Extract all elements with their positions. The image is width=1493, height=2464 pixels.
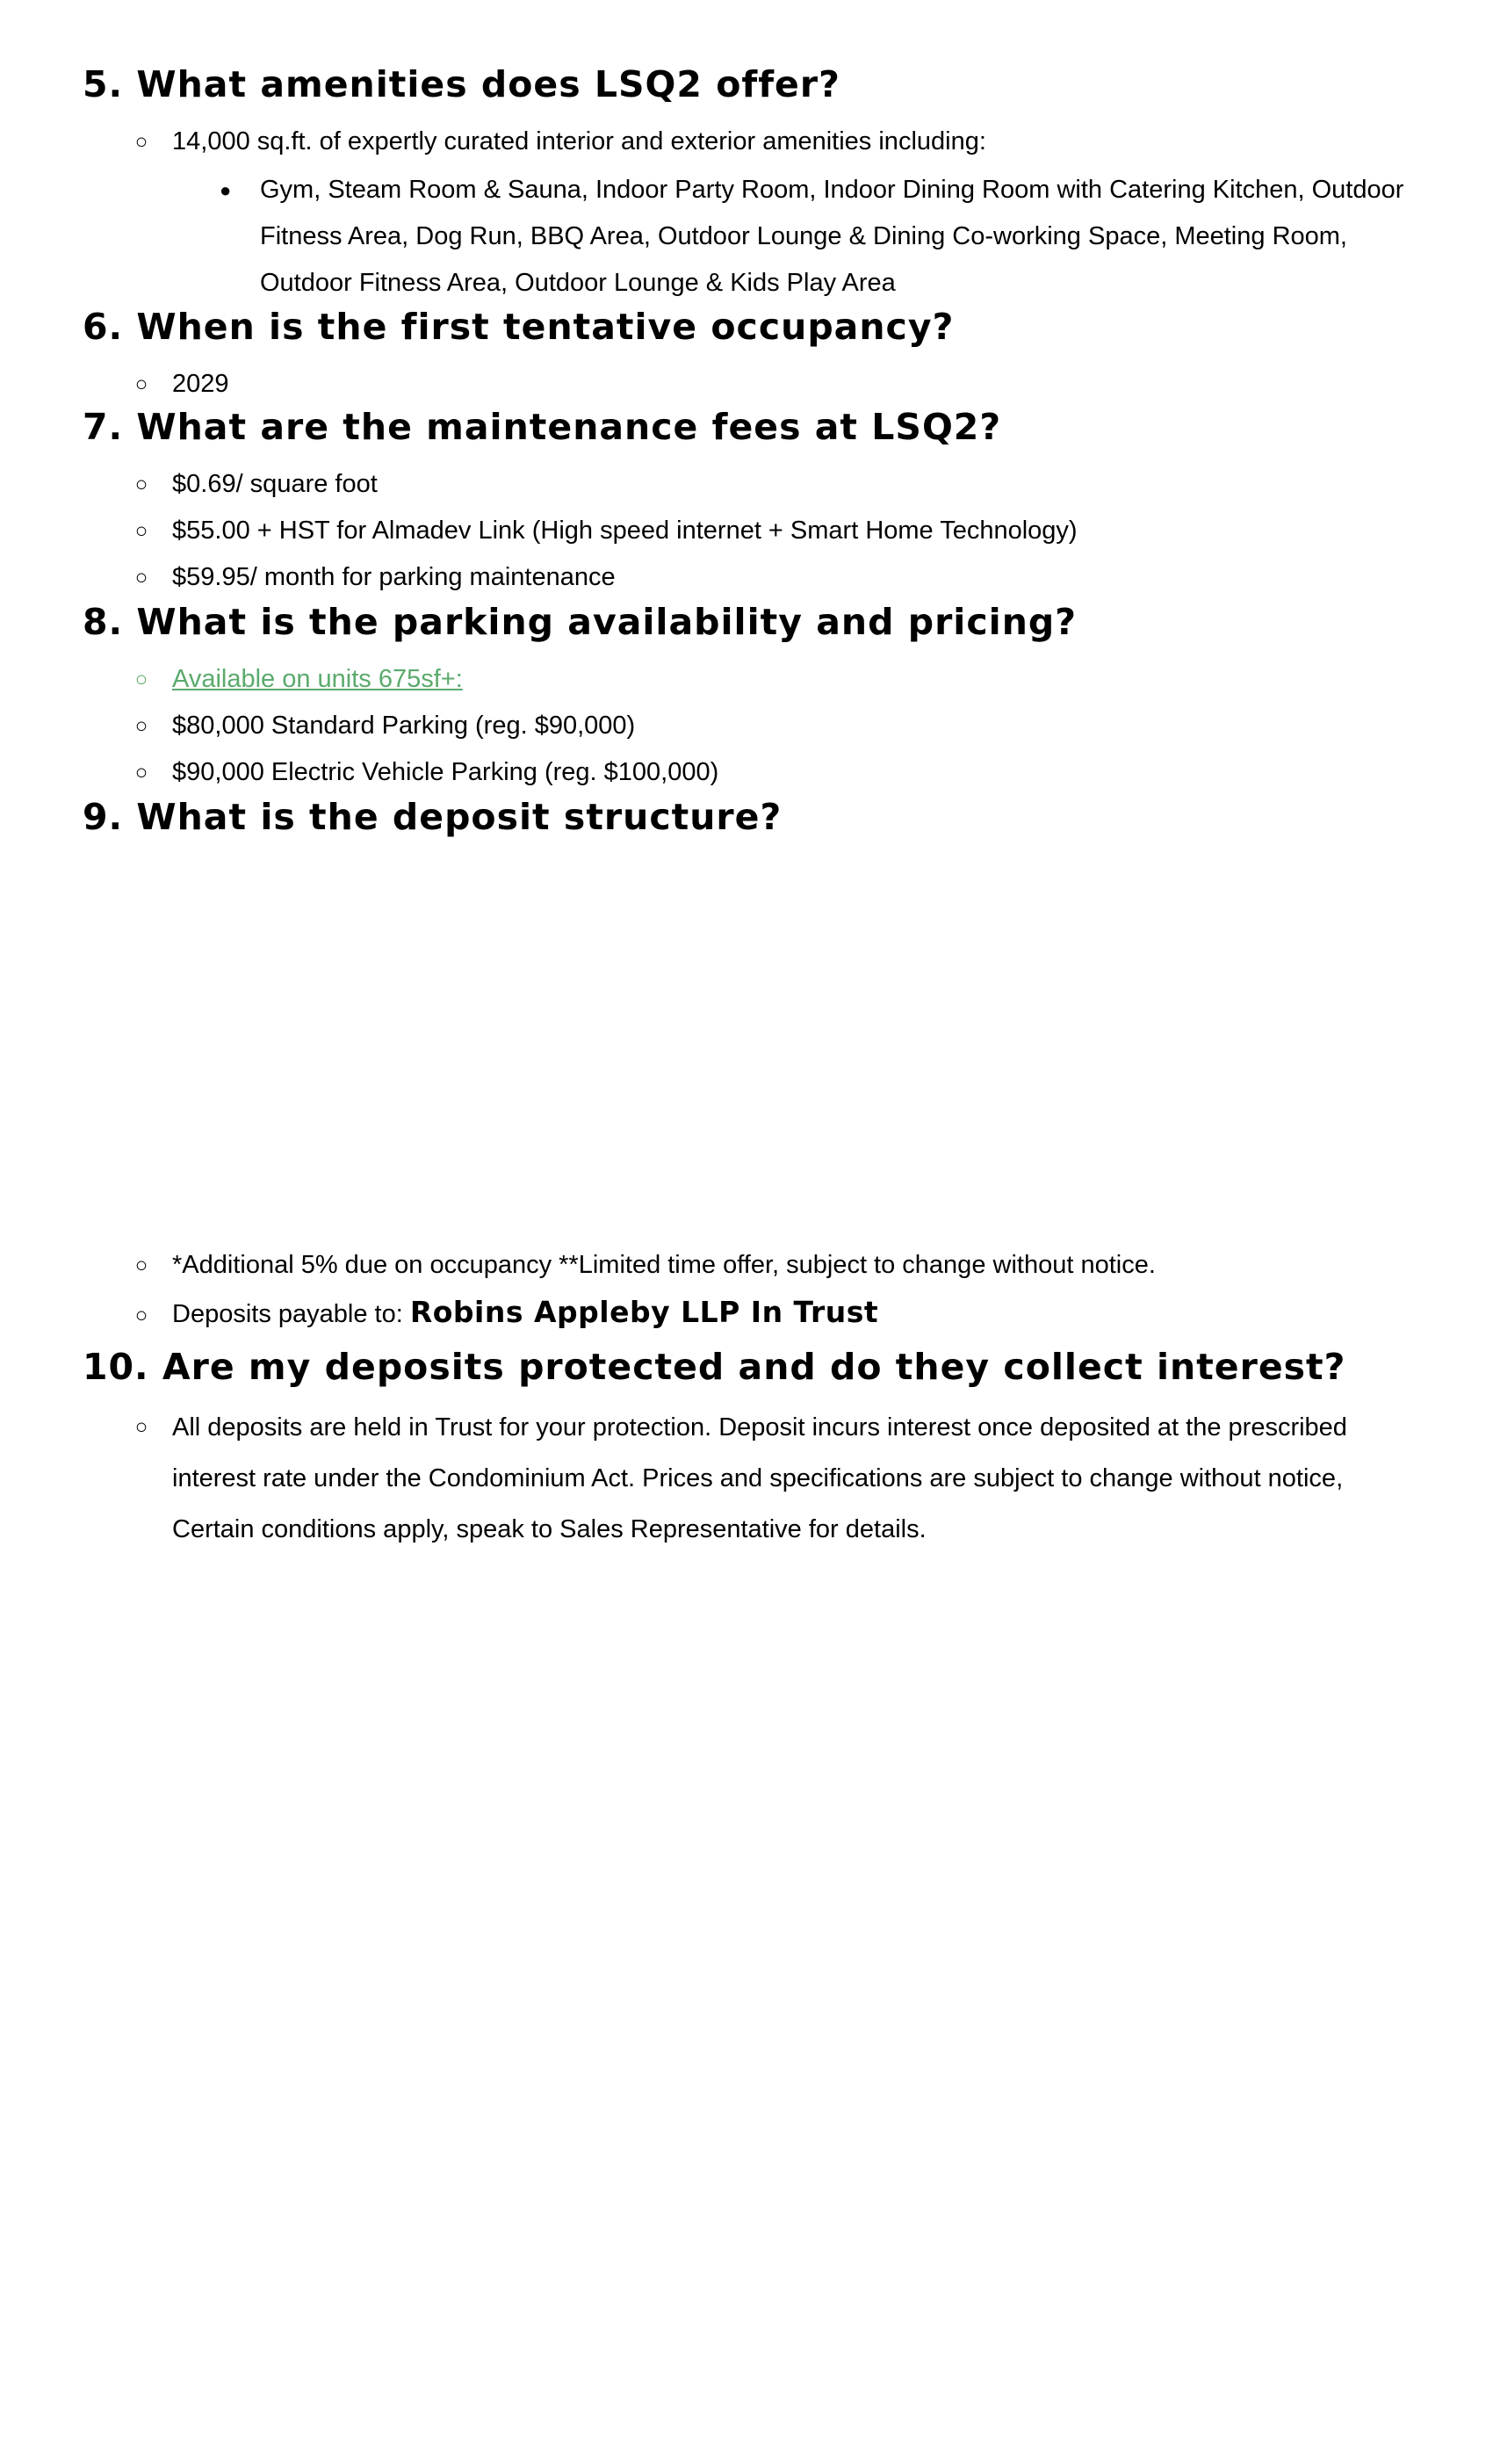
hollow-bullet-icon: ○ [134, 1254, 148, 1277]
deposit-payee-name: Robins Appleby LLP In Trust [409, 1295, 879, 1329]
list-item [132, 1402, 1379, 1555]
sub-list-item [220, 167, 1432, 307]
ev-parking-price: $90,000 Electric Vehicle Parking (reg. $100,000) [172, 758, 719, 786]
hollow-bullet-icon: ○ [134, 1415, 148, 1439]
standard-parking-price: $80,000 Standard Parking (reg. $90,000) [172, 712, 636, 740]
list-item-text: 14,000 sq.ft. of expertly curated interior and exterior amenities including: [172, 127, 986, 155]
hollow-bullet-icon: ○ [134, 668, 148, 691]
faq-heading-q10: 10. Are my deposits protected and do they collect interest? [83, 1346, 1346, 1388]
deposit-payee-prefix: Deposits payable to: [172, 1300, 410, 1328]
hollow-bullet-icon: ○ [134, 519, 148, 543]
faq-heading-q7: 7. What are the maintenance fees at LSQ2? [83, 406, 1002, 448]
faq-heading-q5: 5. What amenities does LSQ2 offer? [83, 63, 840, 105]
almadev-link-fee-text: $55.00 + HST for Almadev Link (High speed internet + Smart Home Technology) [172, 517, 1078, 545]
hollow-bullet-icon: ○ [134, 761, 148, 784]
deposit-protection-text: All deposits are held in Trust for your protection. Deposit incurs interest once deposited at the prescribed interest rate under the Condominium Act. Prices and specifications are subject to change without notice, Certain conditions apply, speak to Sales Representative for details. [172, 1413, 1347, 1543]
hollow-bullet-icon: ○ [134, 714, 148, 738]
hollow-bullet-icon: ○ [134, 473, 148, 496]
filled-bullet-icon: ● [220, 179, 232, 201]
amenities-list-text: Gym, Steam Room & Sauna, Indoor Party Room, Indoor Dining Room with Catering Kitchen, Outdoor Fitness Area, Dog Run, BBQ Area, Outdoor Lounge & Dining Co-working Space, Meeting Room, Outdoor Fitness Area, Outdoor Lounge & Kids Play Area [260, 176, 1404, 297]
deposit-payee-line [172, 1295, 878, 1330]
faq-heading-q8: 8. What is the parking availability and pricing? [83, 601, 1078, 643]
deposit-note: *Additional 5% due on occupancy **Limited time offer, subject to change without notice. [172, 1251, 1156, 1279]
maintenance-fee-text: $0.69/ square foot [172, 470, 378, 498]
occupancy-year: 2029 [172, 370, 229, 398]
faq-heading-q6: 6. When is the first tentative occupancy? [83, 306, 955, 348]
faq-heading-q9: 9. What is the deposit structure? [83, 796, 783, 838]
hollow-bullet-icon: ○ [134, 130, 148, 154]
hollow-bullet-icon: ○ [134, 372, 148, 396]
available-units-link[interactable]: Available on units 675sf+: [172, 665, 463, 693]
hollow-bullet-icon: ○ [134, 566, 148, 589]
parking-maintenance-fee-text: $59.95/ month for parking maintenance [172, 563, 616, 591]
hollow-bullet-icon: ○ [134, 1304, 148, 1327]
